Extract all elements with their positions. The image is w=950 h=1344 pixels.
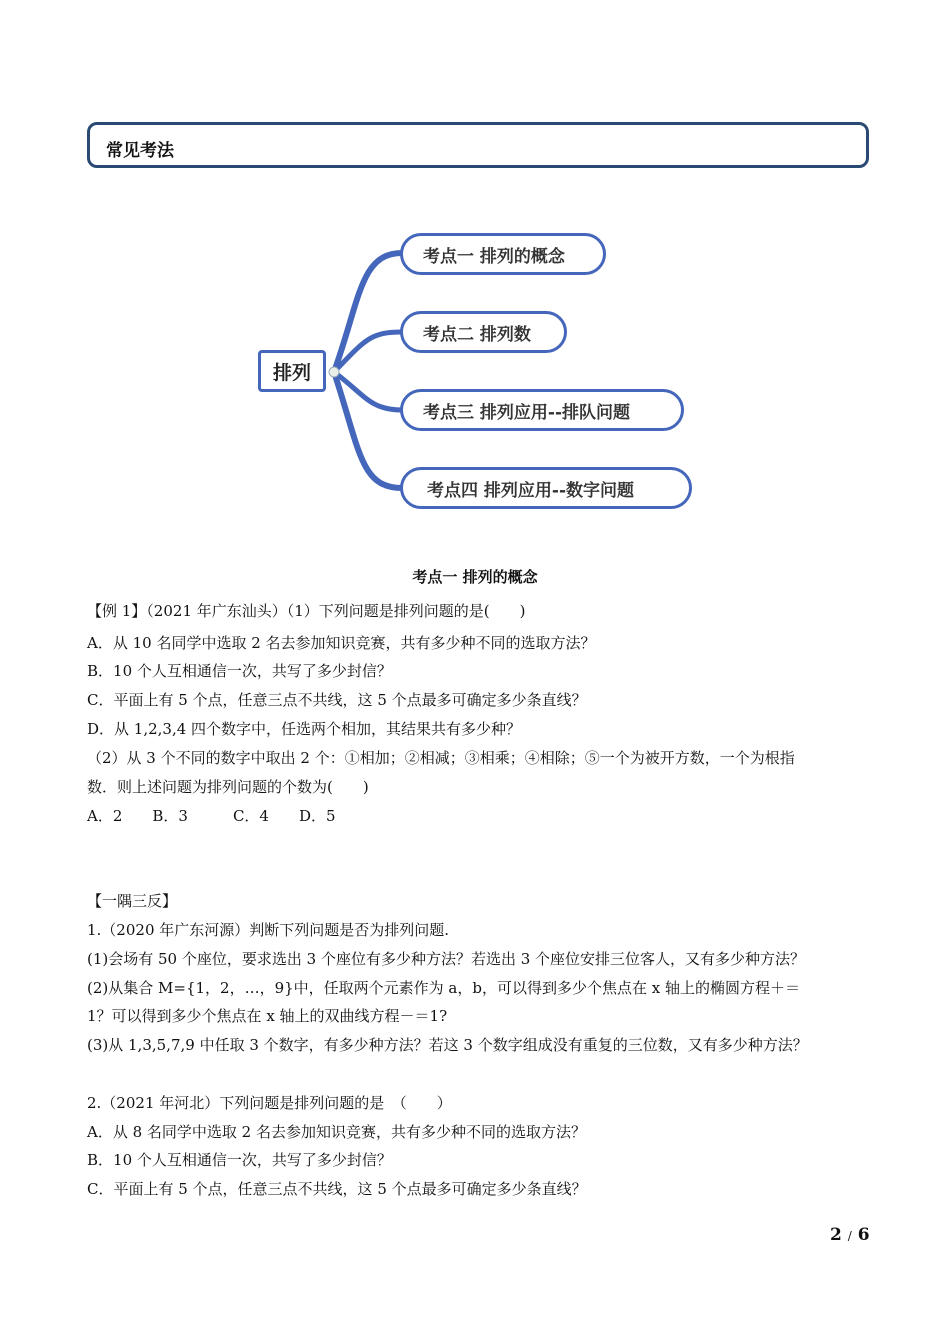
option-d: D．从 1,2,3,4 四个数字中，任选两个相加，其结果共有多少种？ xyxy=(87,720,522,738)
practice-1-title: 1.（2020 年广东河源）判断下列问题是否为排列问题. xyxy=(87,921,450,939)
practice-1-item-1: (1)会场有 50 个座位，要求选出 3 个座位有多少种方法？若选出 3 个座位安排三位客人，又有多少种方法？ xyxy=(87,950,806,968)
mindmap-node-1: 考点一 排列的概念 xyxy=(400,233,606,275)
page-current: 2 xyxy=(830,1225,842,1245)
page-total: 6 xyxy=(857,1225,870,1245)
option-a: A．从 10 名同学中选取 2 名去参加知识竞赛，共有多少种不同的选取方法？ xyxy=(87,634,596,652)
practice-1-item-2-line-2: 1？可以得到多少个焦点在 x 轴上的双曲线方程－＝1? xyxy=(87,1007,448,1025)
branch-3 xyxy=(334,372,402,410)
mindmap-node-2: 考点二 排列数 xyxy=(400,311,567,353)
practice-1-item-2-line-1: (2)从集合 M={1，2，…，9}中，任取两个元素作为 a，b，可以得到多少个焦点在 x 轴上的椭圆方程＋＝ xyxy=(87,979,800,997)
example-1-title: 【例 1】（2021 年广东汕头）（1）下列问题是排列问题的是( ) xyxy=(87,602,526,620)
page-separator: / xyxy=(847,1229,852,1243)
mindmap-node-4: 考点四 排列应用--数字问题 xyxy=(400,467,692,509)
practice-2-title: 2.（2021 年河北）下列问题是排列问题的是 （ ） xyxy=(87,1094,452,1112)
practice-1-item-3: (3)从 1,3,5,7,9 中任取 3 个数字，有多少种方法？若这 3 个数字组成没有重复的三位数，又有多少种方法？ xyxy=(87,1036,808,1054)
practice-2-option-b: B．10 个人互相通信一次，共写了多少封信？ xyxy=(87,1151,392,1169)
branch-4 xyxy=(334,372,402,488)
header-title: 常见考法 xyxy=(106,141,174,161)
root-connector xyxy=(329,367,339,377)
practice-2-option-c: C．平面上有 5 个点，任意三点不共线，这 5 个点最多可确定多少条直线？ xyxy=(87,1180,587,1198)
option-b: B．10 个人互相通信一次，共写了多少封信？ xyxy=(87,662,392,680)
question-2-line-1: （2）从 3 个不同的数字中取出 2 个：①相加；②相减；③相乘；④相除；⑤一个为被开方数，一个为根指 xyxy=(87,749,795,767)
header-box xyxy=(87,122,869,168)
question-2-line-2: 数．则上述问题为排列问题的个数为( ) xyxy=(87,778,369,796)
option-c: C．平面上有 5 个点，任意三点不共线，这 5 个点最多可确定多少条直线？ xyxy=(87,691,587,709)
mindmap-node-3: 考点三 排列应用--排队问题 xyxy=(400,389,684,431)
section-title: 考点一 排列的概念 xyxy=(412,568,538,586)
practice-heading: 【一隅三反】 xyxy=(87,892,178,910)
practice-2-option-a: A．从 8 名同学中选取 2 名去参加知识竞赛，共有多少种不同的选取方法？ xyxy=(87,1123,586,1141)
branch-2 xyxy=(334,332,402,372)
branch-1 xyxy=(334,253,402,372)
mindmap-root: 排列 xyxy=(258,350,326,392)
page-number xyxy=(830,1225,870,1245)
question-2-options: A．2 B．3 C．4 D．5 xyxy=(87,807,336,825)
